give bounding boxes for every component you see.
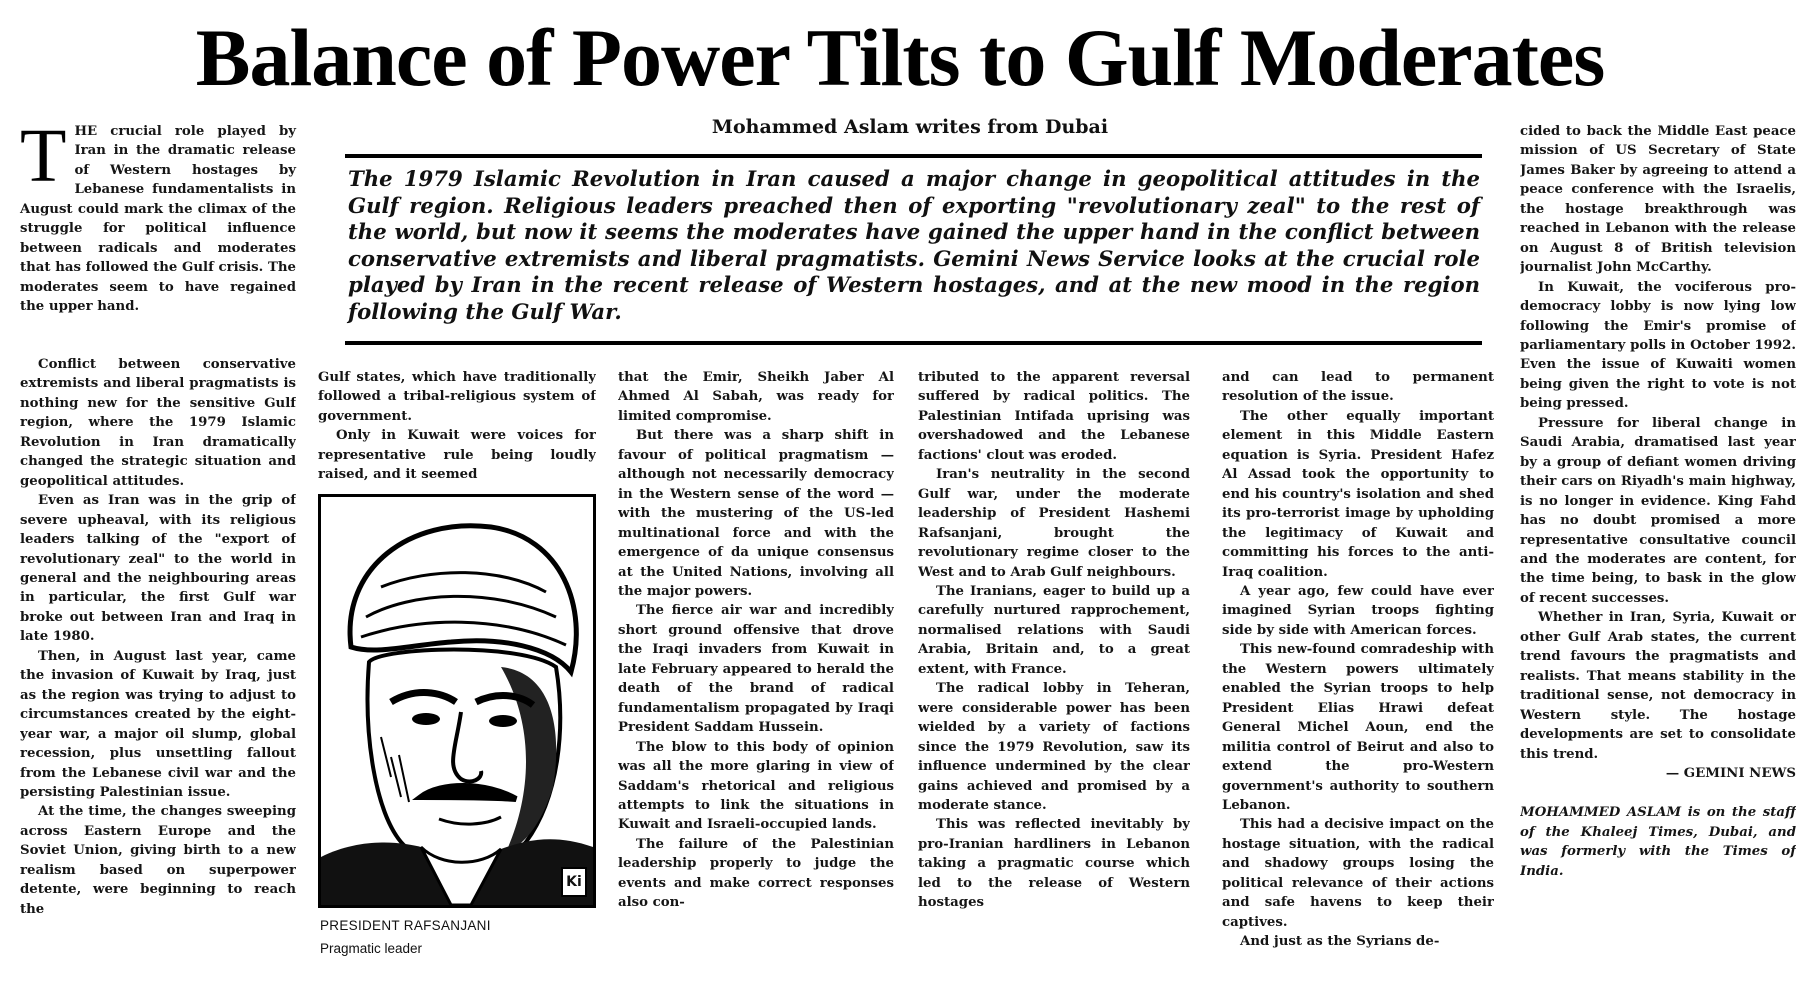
standfirst-rule-bottom <box>345 341 1482 345</box>
article-paragraph: and can lead to permanent resolution of the issue. <box>1222 370 1494 405</box>
article-column-3 <box>618 368 894 995</box>
author-note: MOHAMMED ASLAM is on the staff of the Khaleej Times, Dubai, and was formerly with the Times of India. <box>1520 805 1796 879</box>
article-paragraph: Pressure for liberal change in Saudi Arabia, dramatised last year by a group of defiant women driving their cars on Riyadh's main highway, is no longer in evidence. King Fahd has no doubt promised a more representative consultative council and the moderates are content, for the time being, to bask in the glow of recent successes. <box>1520 415 1796 606</box>
article-paragraph: Only in Kuwait were voices for representative rule being loudly raised, and it seemed <box>318 428 596 483</box>
article-column-4 <box>918 368 1190 995</box>
drop-cap: T <box>20 114 67 198</box>
article-paragraph: But there was a sharp shift in favour of political pragmatism — although not necessarily democracy in the Western sense of the word — with the mustering of the US-led multinational force and with the emergence of da unique consensus at the United Nations, involving all the major powers. <box>618 428 894 599</box>
portrait-illustration <box>318 494 596 908</box>
rafsanjani-sketch <box>321 497 593 905</box>
article-paragraph: The radical lobby in Teheran, were considerable power has been wielded by a variety of factions since the 1979 Revolution, saw its influence undermined by the clear gains achieved and promised by a moderate stance. <box>918 681 1190 813</box>
article-column-1 <box>20 355 296 995</box>
article-paragraph: In Kuwait, the vociferous pro-democracy lobby is now lying low following the Emir's promise of parliamentary polls in October 1992. Even the issue of Kuwaiti women being given the right to vote is not being pressed. <box>1520 279 1796 412</box>
article-paragraph: Gulf states, which have traditionally followed a tribal-religious system of government. <box>318 370 596 424</box>
signoff: — GEMINI NEWS <box>1665 765 1796 781</box>
article-paragraph: A year ago, few could have ever imagined Syrian troops fighting side by side with American forces. <box>1222 583 1494 638</box>
headline: Balance of Power Tilts to Gulf Moderates <box>195 12 1605 103</box>
standfirst-rule-top <box>345 154 1482 158</box>
article-column-5 <box>1222 368 1494 995</box>
photo-caption-name: PRESIDENT RAFSANJANI <box>320 918 491 933</box>
article-paragraph: Iran's neutrality in the second Gulf war, under the moderate leadership of President Hashemi Rafsanjani, brought the revolutionary regime closer to the West and to Arab Gulf neighbours. <box>918 467 1190 580</box>
intro-paragraph <box>20 114 296 317</box>
article-paragraph: The Iranians, eager to build up a carefully nurtured rapprochement, normalised relations with Saudi Arabia, Britain and, to a great extent, with France. <box>918 583 1190 677</box>
article-paragraph: The failure of the Palestinian leadership properly to judge the events and make correct responses also con- <box>618 836 894 911</box>
article-paragraph: The blow to this body of opinion was all the more glaring in view of Saddam's rhetorical and religious attempts to link the situations in Kuwait and Israeli-occupied lands. <box>618 739 894 833</box>
article-paragraph: The fierce air war and incredibly short ground offensive that drove the Iraqi invaders from Kuwait in late February appeared to herald the death of the brand of radical fundamentalism propagated by Iraqi President Saddam Hussein. <box>618 603 894 736</box>
article-paragraph: This new-found comradeship with the Western powers ultimately enabled the Syrian troops to help President Elias Hrawi defeat General Michel Aoun, end the militia control of Beirut and also to extend the pro-Western government's authority to southern Lebanon. <box>1222 642 1494 813</box>
article-paragraph: The other equally important element in this Middle Eastern equation is Syria. President Hafez Al Assad took the opportunity to end his country's isolation and shed its pro-terrorist image by upholding the legitimacy of Kuwait and committing his forces to the anti-Iraq coalition. <box>1222 408 1494 580</box>
article-paragraph: At the time, the changes sweeping across Eastern Europe and the Soviet Union, giving birth to a new realism based on superpower detente, were beginning to reach the <box>20 804 296 917</box>
article-paragraph: This had a decisive impact on the hostage situation, with the radical and shadowy groups losing the political relevance of their actions and safe havens to keep their captives. <box>1222 817 1494 930</box>
artist-signature-mark: Ki <box>561 867 587 897</box>
article-paragraph: Whether in Iran, Syria, Kuwait or other Gulf Arab states, the current trend favours the pragmatists and realists. That means stability in the traditional sense, not democracy in Western style. The hostage developments are set to consolidate this trend. <box>1520 610 1796 762</box>
article-paragraph: And just as the Syrians de- <box>1240 934 1440 950</box>
article-paragraph: Conflict between conservative extremists and liberal pragmatists is nothing new for the sensitive Gulf region, where the 1979 Islamic Revolution in Iran dramatically changed the strategic situation and geopolitical attitudes. <box>20 357 296 489</box>
byline: Mohammed Aslam writes from Dubai <box>711 116 1109 138</box>
article-paragraph: that the Emir, Sheikh Jaber Al Ahmed Al Sabah, was ready for limited compromise. <box>618 370 894 424</box>
article-paragraph: Even as Iran was in the grip of severe upheaval, with its religious leaders talking of the "export of revolutionary zeal" to the world in general and the neighbouring areas in particular, the first Gulf war broke out between Iran and Iraq in late 1980. <box>20 493 296 645</box>
article-paragraph: Then, in August last year, came the invasion of Kuwait by Iraq, just as the region was trying to adjust to circumstances created by the eight-year war, a major oil slump, global recession, plus unsettling fallout from the Lebanese civil war and the persisting Palestinian issue. <box>20 648 296 800</box>
article-column-2 <box>318 368 596 488</box>
article-paragraph: cided to back the Middle East peace mission of US Secretary of State James Baker by agreeing to attend a peace conference with the Israelis, the hostage breakthrough was reached in Lebanon with the release on August 8 of British television journalist John McCarthy. <box>1520 124 1796 276</box>
intro-text: HE crucial role played by Iran in the dramatic release of Western hostages by Lebanese fundamentalists in August could mark the climax of the struggle for political influence between radicals and moderates that has followed the Gulf crisis. The moderates seem to have regained the upper hand. <box>20 124 296 315</box>
article-column-6 <box>1520 122 1796 997</box>
article-paragraph: This was reflected inevitably by pro-Iranian hardliners in Lebanon taking a pragmatic course which led to the release of Western hostages <box>918 817 1190 911</box>
article-paragraph: tributed to the apparent reversal suffered by radical politics. The Palestinian Intifada uprising was overshadowed and the Lebanese factions' clout was eroded. <box>918 370 1190 463</box>
standfirst: The 1979 Islamic Revolution in Iran caused a major change in geopolitical attitudes in the Gulf region. Religious leaders preached then of exporting "revolutionary zeal" to the rest of the world, but now it seems the moderates have gained the upper hand in the conflict between conservative extremists and liberal pragmatists. Gemini News Service looks at the crucial role played by Iran in the recent release of Western hostages, and at the new mood in the region following the Gulf War. <box>348 166 1480 324</box>
photo-caption-subtitle: Pragmatic leader <box>320 941 423 956</box>
